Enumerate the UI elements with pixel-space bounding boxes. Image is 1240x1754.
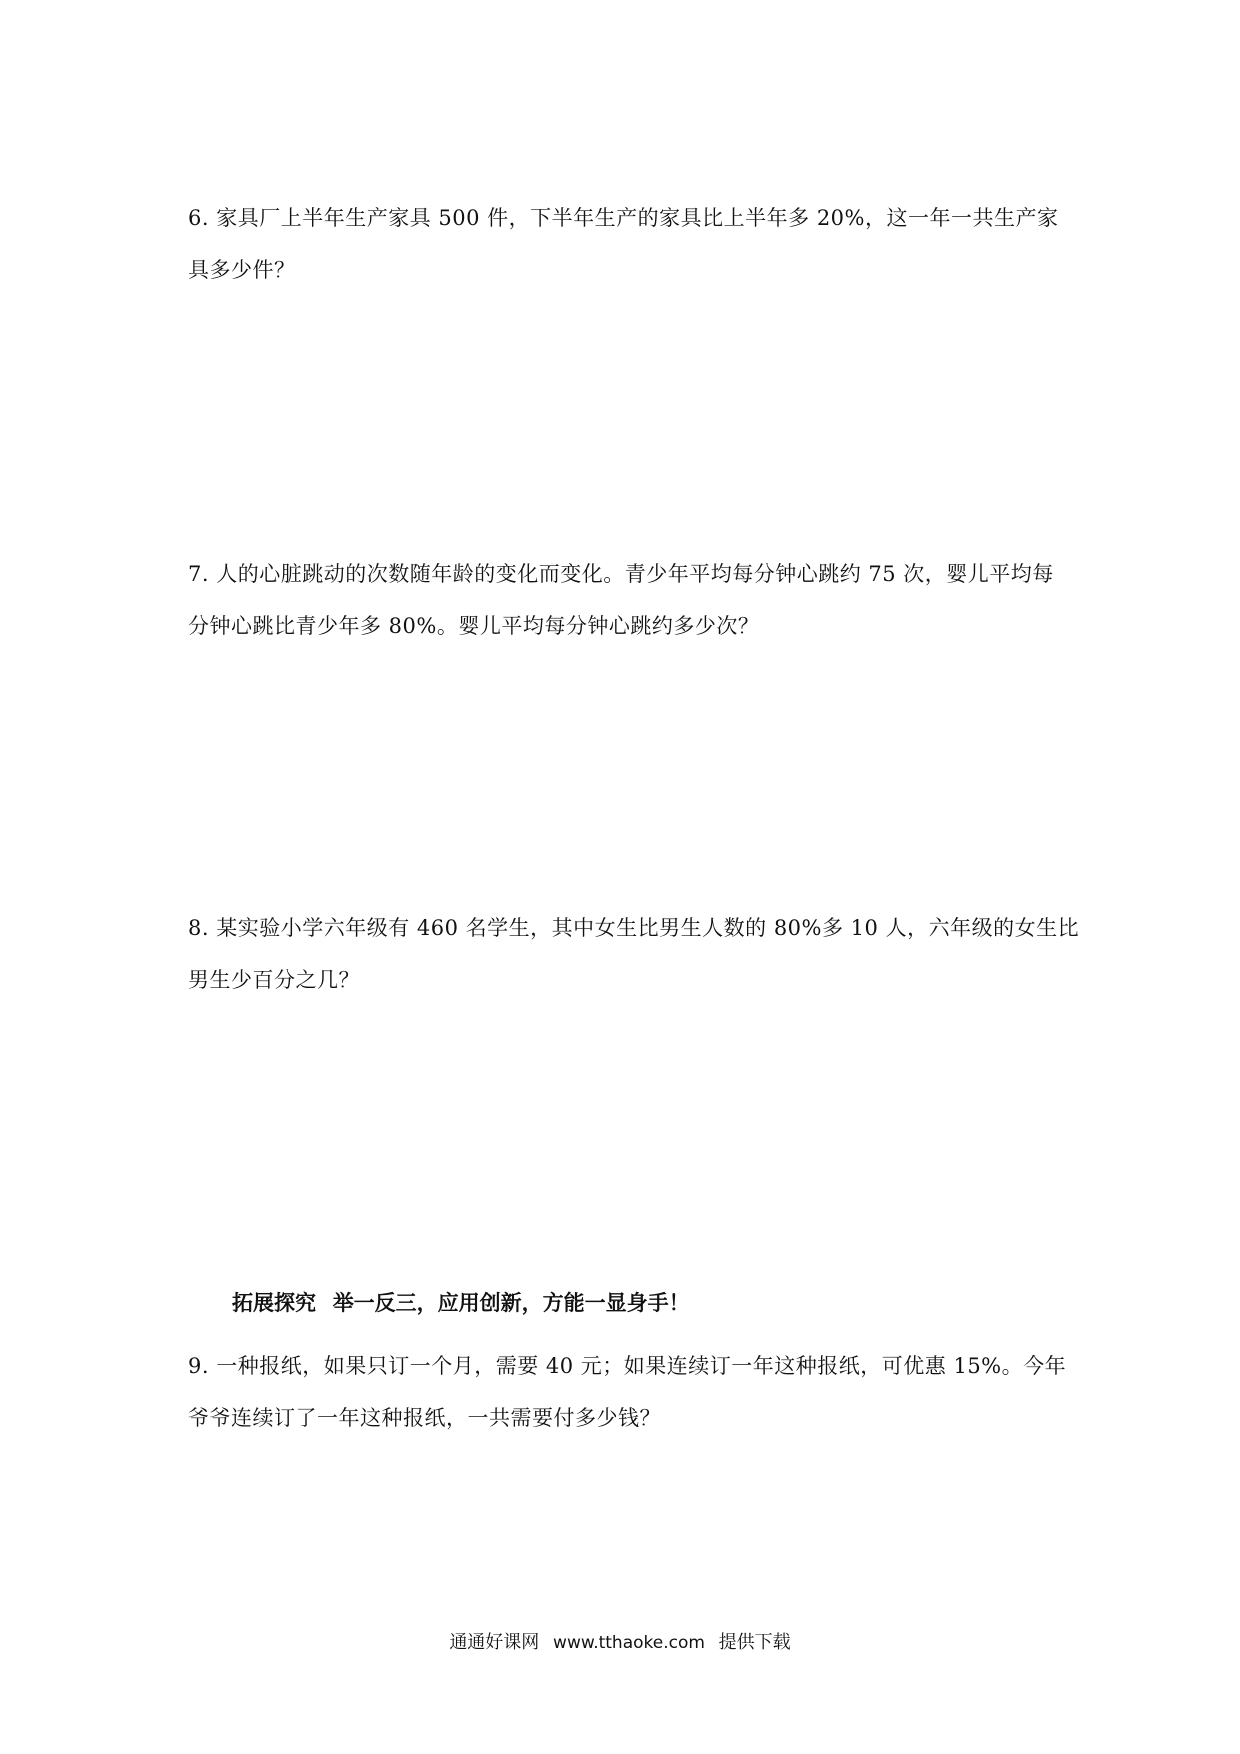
problem-7 xyxy=(188,548,1068,652)
problem-6-line-1: 6. 家具厂上半年生产家具 500 件，下半年生产的家具比上半年多 20%，这一年一共生产家 xyxy=(188,206,1059,230)
section-heading xyxy=(232,1283,690,1323)
problem-6-line-2: 具多少件？ xyxy=(188,258,296,282)
section-title: 拓展探究 xyxy=(232,1290,316,1315)
problem-7-line-2: 分钟心跳比青少年多 80%。婴儿平均每分钟心跳约多少次？ xyxy=(188,614,760,638)
problem-8-line-2: 男生少百分之几？ xyxy=(188,968,360,992)
footer-url-link[interactable]: www.tthaoke.com xyxy=(553,1633,705,1653)
footer-suffix: 提供下载 xyxy=(718,1632,791,1653)
problem-8 xyxy=(188,902,1080,1006)
section-slogan: 举一反三，应用创新，方能一显身手！ xyxy=(332,1290,690,1315)
problem-8-line-1: 8. 某实验小学六年级有 460 名学生，其中女生比男生人数的 80%多 10 人，六年级的女生比 xyxy=(188,916,1080,940)
problem-9 xyxy=(188,1340,1068,1444)
page-footer xyxy=(0,1628,1240,1658)
problem-7-line-1: 7. 人的心脏跳动的次数随年龄的变化而变化。青少年平均每分钟心跳约 75 次，婴儿平均每 xyxy=(188,562,1054,586)
problem-6 xyxy=(188,192,1068,296)
problem-9-line-1: 9. 一种报纸，如果只订一个月，需要 40 元；如果连续订一年这种报纸，可优惠 15%。今年 xyxy=(188,1354,1067,1378)
footer-site-name: 通通好课网 xyxy=(449,1632,540,1653)
problem-9-line-2: 爷爷连续订了一年这种报纸，一共需要付多少钱？ xyxy=(188,1406,661,1430)
